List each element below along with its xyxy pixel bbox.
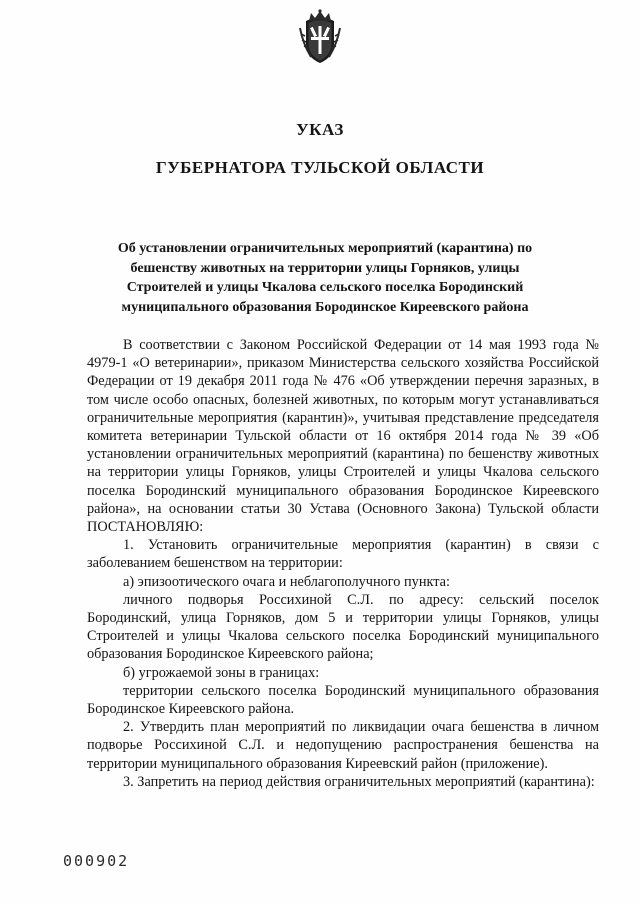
document-subtitle: ГУБЕРНАТОРА ТУЛЬСКОЙ ОБЛАСТИ [155,158,485,177]
preamble-paragraph: В соответствии с Законом Российской Федерации от 14 мая 1993 года № 4979-1 «О ветеринарии», приказом Министерства сельского хозяйства Российской Федерации от 19 декабря 2011 года № 476 «Об утверждении перечня заразных, в том числе особо опасных, болезней животных, по которым могут устанавливаться ограничительные мероприятия (карантин)», учитывая представление председателя комитета ветеринарии Тульской области от 16 октября 2014 года № 39 «Об установлении ограничительных мероприятий (карантина) по бешенству животных на территории улицы Горняков, улицы Строителей и улицы Чкалова сельского поселка Бородинский муниципального образования Бородинское Киреевского района», на основании статьи 30 Устава (Основного Закона) Тульской области ПОСТАНОВЛЯЮ: [87,337,599,536]
document-number: 000902 [63,852,130,870]
item-1b-heading: б) угрожаемой зоны в границах: [123,664,320,681]
item-2-paragraph: 2. Утвердить план мероприятий по ликвидации очага бешенства в личном подворье Россихиной С.Л. и недопущению распространения бешенства на территории муниципального образования Киреевский район (приложение). [87,719,599,772]
tula-coat-of-arms-icon [297,8,343,66]
decree-body [87,336,599,791]
item-1a-heading: а) эпизоотического очага и неблагополучного пункта: [123,573,450,590]
item-3-paragraph: 3. Запретить на период действия ограничительных мероприятий (карантина): [123,773,595,790]
item-1b-paragraph: территории сельского поселка Бородинский муниципального образования Бородинское Киреевского района. [87,682,599,718]
decree-subject: Об установлении ограничительных мероприятий (карантина) по бешенству животных на территории улицы Горняков, улицы Строителей и улицы Чкалова сельского поселка Бородинский муниципального образования Бородинское Киреевского района [117,241,533,315]
item-1a-paragraph: личного подворья Россихиной С.Л. по адресу: сельский поселок Бородинский, улица Горняков, дом 5 и территории улицы Горняков, улицы Строителей и улицы Чкалова сельского поселка Бородинский муниципального образования Бородинское Киреевского района; [87,591,599,663]
item-1-paragraph: 1. Установить ограничительные мероприятия (карантин) в связи с заболеванием бешенством на территории: [87,537,599,572]
document-title: УКАЗ [296,120,344,139]
